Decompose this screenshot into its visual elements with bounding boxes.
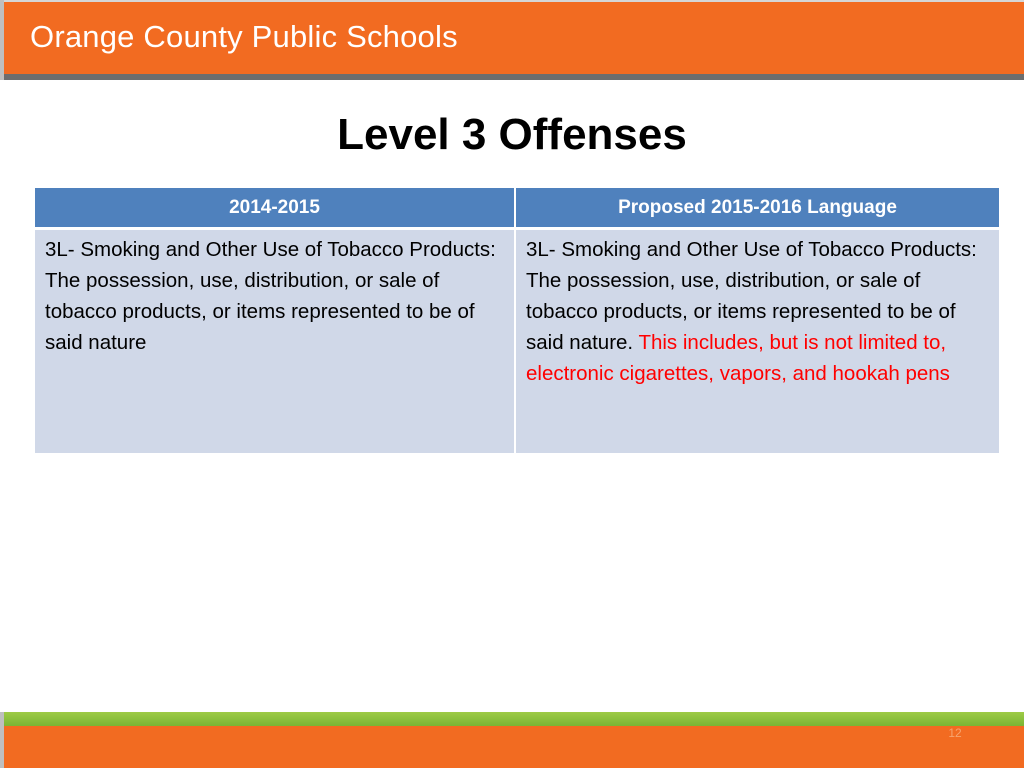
header-title: Orange County Public Schools xyxy=(30,19,458,54)
comparison-table xyxy=(35,188,999,453)
proposed-policy-text: 3L- Smoking and Other Use of Tobacco Products: The possession, use, distribution, or sale of tobacco products, or items represented to be of said nature. xyxy=(526,238,977,354)
slide-title: Level 3 Offenses xyxy=(337,110,687,159)
page-number: 12 xyxy=(948,726,962,740)
column-header-proposed: Proposed 2015-2016 Language xyxy=(516,188,999,227)
footer-bar xyxy=(4,726,1024,768)
proposed-added-language: This includes, but is not limited to, electronic cigarettes, vapors, and hookah pens xyxy=(526,331,950,385)
column-header-2014-2015: 2014-2015 xyxy=(35,188,516,227)
header-divider xyxy=(4,74,1024,80)
footer-green-stripe xyxy=(4,712,1024,726)
table-cell-proposed-policy xyxy=(516,227,999,453)
table-cell-current-policy: 3L- Smoking and Other Use of Tobacco Products: The possession, use, distribution, or sale of tobacco products, or items represented to be of said nature xyxy=(35,227,516,453)
